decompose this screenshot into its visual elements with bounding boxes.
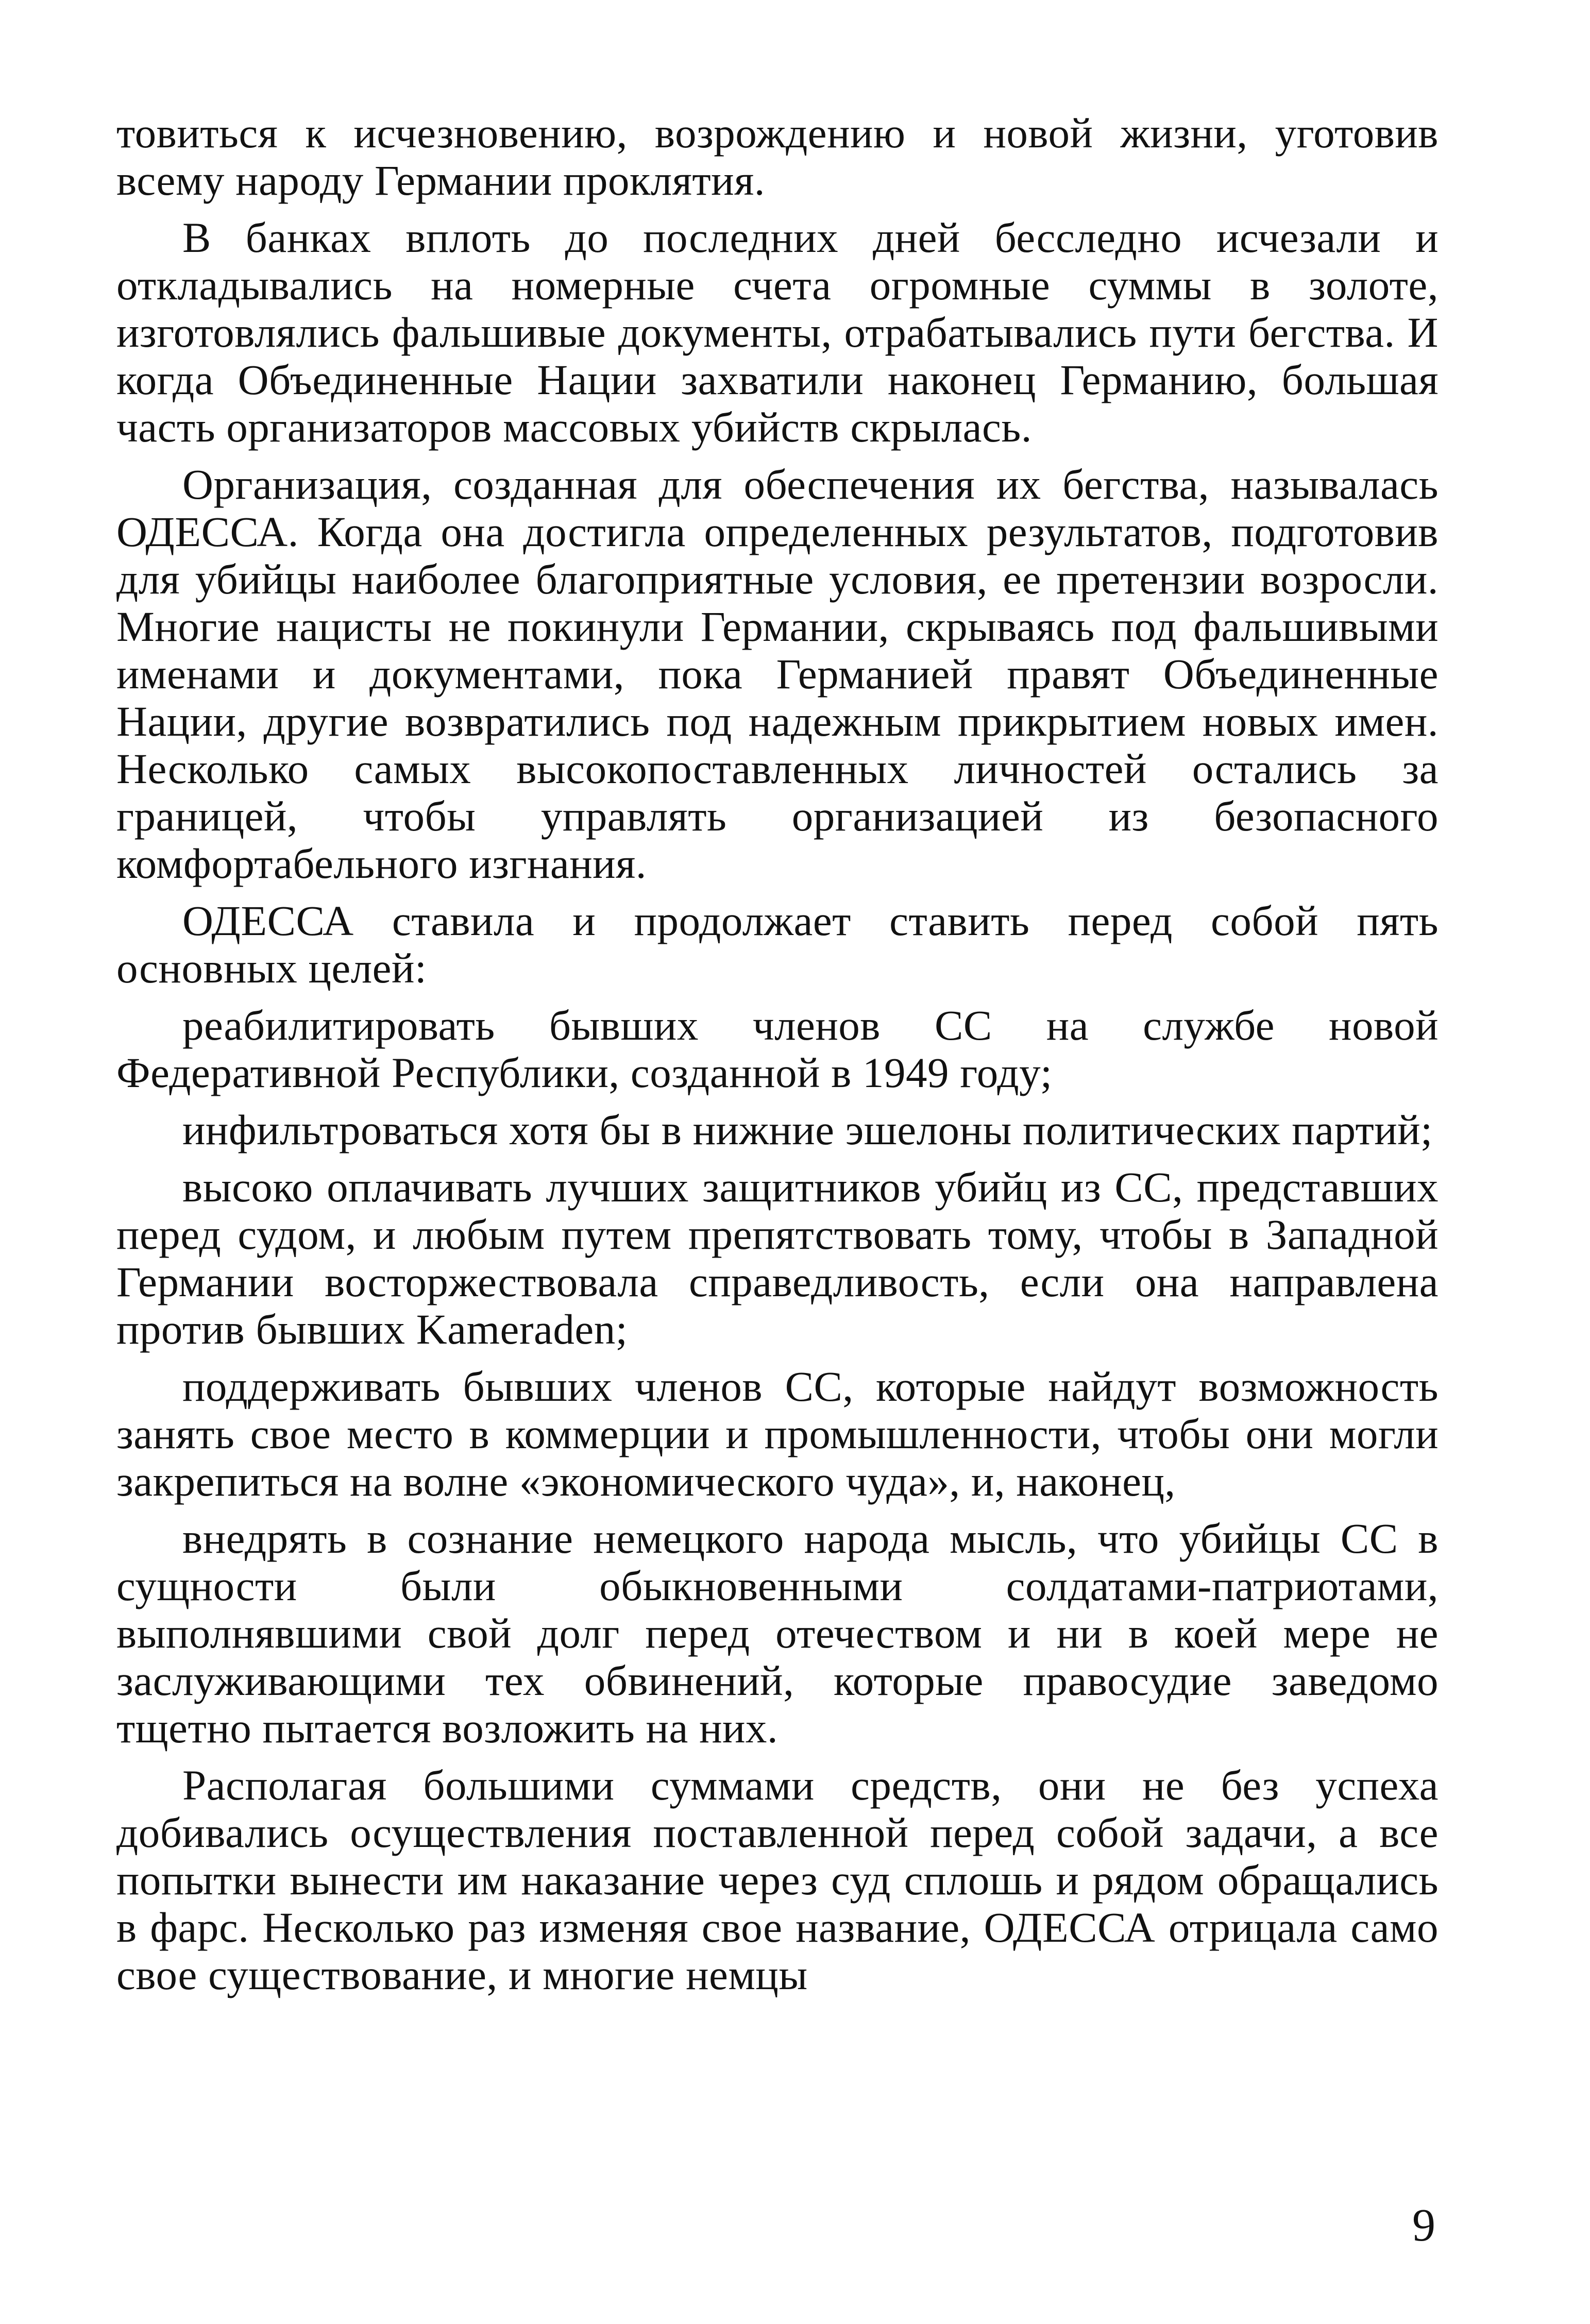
paragraph-goals-intro: ОДЕССА ставила и продолжает ставить перед собой пять основных целей: <box>116 897 1439 992</box>
paragraph-organization: Организация, созданная для обеспечения их бегства, называлась ОДЕССА. Когда она достигла определенных результатов, подготовив для убийцы наиболее благоприятные условия, ее претензии возросли. Многие нацисты не покинули Германии, скрываясь под фальшивыми именами и документами, пока Германией правят Объединенные Нации, другие возвратились под надежным прикрытием новых имен. Несколько самых высокопоставленных личностей остались за границей, чтобы управлять организацией из безопасного комфортабельного изгнания. <box>116 461 1439 887</box>
paragraph-continuation: товиться к исчезновению, возрождению и новой жизни, уготовив всему народу Германии проклятия. <box>116 109 1439 204</box>
body-text <box>116 109 1439 2008</box>
goal-item-propaganda: внедрять в сознание немецкого народа мысль, что убийцы СС в сущности были обыкновенными солдатами-патриотами, выполнявшими свой долг перед отечеством и ни в коей мере не заслуживающими тех обвинений, которые правосудие заведомо тщетно пытается возложить на них. <box>116 1515 1439 1752</box>
page-number: 9 <box>1412 2200 1435 2251</box>
goal-item-defenders: высоко оплачивать лучших защитников убийц из СС, представших перед судом, и любым путем препятствовать тому, чтобы в Западной Германии восторжествовала справедливость, если она направлена против бывших Kameraden; <box>116 1163 1439 1353</box>
paragraph-banks: В банках вплоть до последних дней бесследно исчезали и откладывались на номерные счета огромные суммы в золоте, изготовлялись фальшивые документы, отрабатывались пути бегства. И когда Объединенные Нации захватили наконец Германию, большая часть организаторов массовых убийств скрылась. <box>116 214 1439 451</box>
goal-item-support: поддерживать бывших членов СС, которые найдут возможность занять свое место в коммерции и промышленности, чтобы они могли закрепиться на волне «экономического чуда», и, наконец, <box>116 1363 1439 1505</box>
goal-item-infiltrate: инфильтроваться хотя бы в нижние эшелоны политических партий; <box>182 1106 1433 1153</box>
paragraph-funds: Располагая большими суммами средств, они не без успеха добивались осуществления поставленной перед собой задачи, а все попытки вынести им наказание через суд сплошь и рядом обращались в фарс. Несколько раз изменяя свое название, ОДЕССА отрицала само свое существование, и многие немцы <box>116 1761 1439 1998</box>
goal-item-rehabilitate: реабилитировать бывших членов СС на службе новой Федеративной Республики, созданной в 1949 году; <box>116 1002 1439 1096</box>
